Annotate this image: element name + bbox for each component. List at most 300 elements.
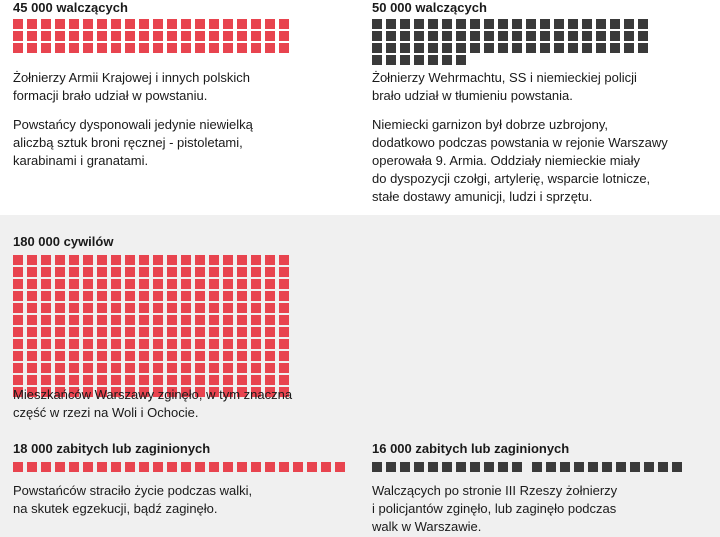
- waffle-square: [181, 462, 191, 472]
- waffle-square: [526, 31, 536, 41]
- waffle-square: [386, 43, 396, 53]
- waffle-square: [27, 339, 37, 349]
- waffle-square: [97, 327, 107, 337]
- waffle-square: [83, 19, 93, 29]
- waffle-square: [237, 351, 247, 361]
- waffle-square: [111, 255, 121, 265]
- waffle-square: [13, 351, 23, 361]
- waffle-square: [223, 462, 233, 472]
- waffle-square: [372, 31, 382, 41]
- waffle-square: [153, 255, 163, 265]
- waffle-square: [167, 327, 177, 337]
- waffle-square: [400, 462, 410, 472]
- waffle-square: [209, 363, 219, 373]
- waffle-square: [372, 19, 382, 29]
- waffle-square: [97, 255, 107, 265]
- waffle-square: [470, 19, 480, 29]
- german-fighters-description: [372, 69, 637, 105]
- waffle-square: [69, 462, 79, 472]
- waffle-square: [41, 327, 51, 337]
- waffle-square: [111, 19, 121, 29]
- german-fighters-note: [372, 116, 668, 206]
- waffle-square: [428, 31, 438, 41]
- waffle-square: [13, 363, 23, 373]
- polish-fighters-description: [13, 69, 250, 105]
- waffle-square: [624, 31, 634, 41]
- waffle-square: [638, 19, 648, 29]
- waffle-square: [498, 31, 508, 41]
- waffle-square: [195, 31, 205, 41]
- waffle-square: [237, 363, 247, 373]
- waffle-square: [237, 279, 247, 289]
- waffle-square: [83, 255, 93, 265]
- waffle-square: [223, 327, 233, 337]
- waffle-square: [442, 19, 452, 29]
- waffle-square: [55, 363, 65, 373]
- waffle-square: [532, 462, 542, 472]
- waffle-square: [209, 327, 219, 337]
- waffle-square: [13, 279, 23, 289]
- waffle-square: [251, 327, 261, 337]
- waffle-square: [111, 291, 121, 301]
- waffle-square: [125, 315, 135, 325]
- waffle-square: [554, 43, 564, 53]
- waffle-square: [251, 303, 261, 313]
- waffle-square: [195, 363, 205, 373]
- waffle-square: [209, 462, 219, 472]
- waffle-square: [596, 19, 606, 29]
- waffle-square: [195, 315, 205, 325]
- waffle-square: [41, 351, 51, 361]
- waffle-square: [83, 279, 93, 289]
- waffle-square: [69, 279, 79, 289]
- waffle-square: [414, 31, 424, 41]
- waffle-square: [526, 43, 536, 53]
- polish-fighters-note: [13, 116, 253, 170]
- waffle-square: [610, 19, 620, 29]
- waffle-square: [265, 255, 275, 265]
- waffle-square: [97, 363, 107, 373]
- waffle-square: [265, 31, 275, 41]
- waffle-square: [223, 303, 233, 313]
- waffle-square: [139, 255, 149, 265]
- waffle-square: [125, 375, 135, 385]
- waffle-square: [456, 55, 466, 65]
- waffle-square: [414, 462, 424, 472]
- waffle-square: [321, 462, 331, 472]
- waffle-square: [139, 315, 149, 325]
- waffle-square: [209, 43, 219, 53]
- waffle-square: [644, 462, 654, 472]
- waffle-square: [237, 375, 247, 385]
- waffle-square: [13, 19, 23, 29]
- waffle-square: [41, 462, 51, 472]
- waffle-square: [456, 462, 466, 472]
- waffle-square: [265, 363, 275, 373]
- waffle-square: [470, 43, 480, 53]
- description-line: formacji brało udział w powstaniu.: [13, 88, 208, 103]
- waffle-square: [153, 363, 163, 373]
- waffle-square: [97, 339, 107, 349]
- waffle-square: [596, 43, 606, 53]
- waffle-square: [41, 267, 51, 277]
- waffle-square: [540, 19, 550, 29]
- waffle-square: [568, 19, 578, 29]
- waffle-square: [602, 462, 612, 472]
- waffle-square: [181, 291, 191, 301]
- waffle-square: [181, 31, 191, 41]
- waffle-square: [13, 291, 23, 301]
- waffle-square: [27, 327, 37, 337]
- waffle-square: [265, 43, 275, 53]
- waffle-square: [237, 255, 247, 265]
- waffle-square: [456, 31, 466, 41]
- waffle-square: [83, 43, 93, 53]
- waffle-square: [55, 351, 65, 361]
- waffle-square: [167, 351, 177, 361]
- waffle-square: [69, 31, 79, 41]
- waffle-square: [484, 31, 494, 41]
- waffle-square: [111, 315, 121, 325]
- waffle-square: [153, 303, 163, 313]
- waffle-square: [195, 279, 205, 289]
- waffle-square: [111, 279, 121, 289]
- waffle-square: [265, 279, 275, 289]
- waffle-square: [223, 363, 233, 373]
- waffle-square: [55, 339, 65, 349]
- waffle-square: [223, 19, 233, 29]
- waffle-square: [251, 375, 261, 385]
- waffle-square: [512, 19, 522, 29]
- waffle-square: [658, 462, 668, 472]
- waffle-square: [181, 375, 191, 385]
- waffle-square: [400, 43, 410, 53]
- waffle-square: [69, 339, 79, 349]
- waffle-square: [442, 462, 452, 472]
- waffle-square: [27, 462, 37, 472]
- description-line: część w rzezi na Woli i Ochocie.: [13, 405, 199, 420]
- waffle-square: [55, 375, 65, 385]
- waffle-square: [307, 462, 317, 472]
- waffle-square: [83, 327, 93, 337]
- waffle-square: [195, 291, 205, 301]
- waffle-square: [153, 462, 163, 472]
- waffle-square: [181, 351, 191, 361]
- waffle-square: [153, 351, 163, 361]
- waffle-square: [386, 55, 396, 65]
- waffle-square: [139, 43, 149, 53]
- polish-losses-description: [13, 482, 252, 518]
- waffle-square: [223, 267, 233, 277]
- description-line: brało udział w tłumieniu powstania.: [372, 88, 573, 103]
- waffle-square: [111, 363, 121, 373]
- waffle-square: [195, 255, 205, 265]
- civilians-description: [13, 386, 292, 422]
- waffle-square: [237, 291, 247, 301]
- polish-losses-heading: 18 000 zabitych lub zaginionych: [13, 441, 211, 456]
- waffle-square: [400, 19, 410, 29]
- waffle-square: [13, 327, 23, 337]
- waffle-square: [139, 31, 149, 41]
- waffle-square: [484, 43, 494, 53]
- waffle-square: [265, 375, 275, 385]
- waffle-square: [265, 327, 275, 337]
- waffle-square: [568, 31, 578, 41]
- waffle-square: [209, 303, 219, 313]
- waffle-square: [209, 279, 219, 289]
- waffle-square: [83, 315, 93, 325]
- waffle-square: [181, 255, 191, 265]
- waffle-square: [265, 303, 275, 313]
- waffle-square: [153, 19, 163, 29]
- waffle-square: [153, 339, 163, 349]
- waffle-square: [279, 291, 289, 301]
- waffle-square: [13, 255, 23, 265]
- waffle-square: [69, 267, 79, 277]
- waffle-square: [237, 462, 247, 472]
- waffle-square: [41, 255, 51, 265]
- waffle-square: [27, 31, 37, 41]
- waffle-square: [125, 31, 135, 41]
- waffle-square: [251, 19, 261, 29]
- waffle-square: [41, 291, 51, 301]
- waffle-square: [167, 255, 177, 265]
- waffle-square: [279, 462, 289, 472]
- waffle-square: [167, 339, 177, 349]
- waffle-square: [111, 462, 121, 472]
- waffle-square: [181, 339, 191, 349]
- waffle-square: [41, 279, 51, 289]
- waffle-square: [265, 462, 275, 472]
- waffle-square: [428, 19, 438, 29]
- waffle-square: [470, 462, 480, 472]
- waffle-square: [237, 339, 247, 349]
- description-line: Powstańców straciło życie podczas walki,: [13, 483, 253, 498]
- waffle-square: [153, 279, 163, 289]
- waffle-square: [167, 43, 177, 53]
- waffle-square: [237, 315, 247, 325]
- waffle-square: [27, 363, 37, 373]
- waffle-square: [69, 303, 79, 313]
- waffle-square: [428, 462, 438, 472]
- description-line: Walczących po stronie III Rzeszy żołnierzy: [372, 483, 618, 498]
- waffle-square: [55, 462, 65, 472]
- waffle-square: [400, 55, 410, 65]
- waffle-square: [27, 43, 37, 53]
- waffle-square: [97, 267, 107, 277]
- waffle-square: [125, 339, 135, 349]
- waffle-square: [111, 327, 121, 337]
- waffle-square: [97, 19, 107, 29]
- waffle-square: [125, 255, 135, 265]
- waffle-square: [554, 31, 564, 41]
- waffle-square: [386, 31, 396, 41]
- waffle-square: [69, 351, 79, 361]
- waffle-square: [139, 351, 149, 361]
- waffle-square: [167, 375, 177, 385]
- waffle-square: [195, 303, 205, 313]
- waffle-square: [125, 291, 135, 301]
- waffle-square: [69, 19, 79, 29]
- waffle-square: [167, 315, 177, 325]
- waffle-square: [69, 255, 79, 265]
- waffle-square: [223, 339, 233, 349]
- waffle-square: [13, 267, 23, 277]
- waffle-square: [400, 31, 410, 41]
- waffle-square: [13, 339, 23, 349]
- note-line: Niemiecki garnizon był dobrze uzbrojony,: [372, 117, 609, 132]
- waffle-square: [153, 31, 163, 41]
- waffle-square: [209, 255, 219, 265]
- waffle-square: [414, 19, 424, 29]
- waffle-square: [55, 315, 65, 325]
- waffle-square: [372, 55, 382, 65]
- waffle-square: [167, 279, 177, 289]
- waffle-square: [414, 43, 424, 53]
- waffle-square: [41, 303, 51, 313]
- waffle-square: [498, 19, 508, 29]
- waffle-square: [251, 351, 261, 361]
- waffle-square: [237, 267, 247, 277]
- waffle-square: [111, 339, 121, 349]
- waffle-square: [83, 267, 93, 277]
- waffle-square: [55, 255, 65, 265]
- waffle-square: [139, 279, 149, 289]
- waffle-square: [97, 351, 107, 361]
- waffle-square: [195, 43, 205, 53]
- waffle-square: [279, 255, 289, 265]
- waffle-square: [582, 19, 592, 29]
- waffle-square: [540, 31, 550, 41]
- waffle-square: [568, 43, 578, 53]
- waffle-square: [55, 31, 65, 41]
- waffle-square: [251, 363, 261, 373]
- waffle-square: [414, 55, 424, 65]
- description-line: Mieszkańców Warszawy zginęło, w tym znaczna: [13, 387, 293, 402]
- waffle-square: [27, 267, 37, 277]
- waffle-square: [237, 303, 247, 313]
- waffle-square: [27, 19, 37, 29]
- waffle-square: [251, 339, 261, 349]
- waffle-square: [125, 19, 135, 29]
- waffle-square: [195, 375, 205, 385]
- note-line: dodatkowo podczas powstania w rejonie Warszawy: [372, 135, 668, 150]
- note-line: Powstańcy dysponowali jedynie niewielką: [13, 117, 253, 132]
- waffle-square: [279, 363, 289, 373]
- waffle-square: [588, 462, 598, 472]
- waffle-square: [27, 255, 37, 265]
- waffle-square: [83, 363, 93, 373]
- waffle-square: [335, 462, 345, 472]
- waffle-square: [181, 363, 191, 373]
- waffle-square: [167, 303, 177, 313]
- waffle-square: [41, 363, 51, 373]
- waffle-square: [638, 43, 648, 53]
- waffle-square: [139, 327, 149, 337]
- waffle-square: [181, 315, 191, 325]
- waffle-square: [251, 279, 261, 289]
- waffle-square: [97, 375, 107, 385]
- waffle-square: [181, 327, 191, 337]
- civilians-heading: 180 000 cywilów: [13, 234, 114, 249]
- waffle-square: [456, 43, 466, 53]
- waffle-square: [582, 31, 592, 41]
- waffle-square: [13, 31, 23, 41]
- waffle-square: [195, 339, 205, 349]
- polish-fighters-heading: 45 000 walczących: [13, 0, 128, 15]
- waffle-square: [428, 43, 438, 53]
- waffle-square: [279, 315, 289, 325]
- waffle-square: [237, 327, 247, 337]
- waffle-square: [279, 375, 289, 385]
- waffle-square: [41, 31, 51, 41]
- waffle-square: [139, 363, 149, 373]
- waffle-square: [498, 462, 508, 472]
- note-line: do dyspozycji czołgi, artylerię, wsparcie lotnicze,: [372, 171, 651, 186]
- waffle-square: [55, 267, 65, 277]
- waffle-square: [554, 19, 564, 29]
- german-fighters-heading: 50 000 walczących: [372, 0, 487, 15]
- waffle-square: [265, 315, 275, 325]
- waffle-square: [167, 291, 177, 301]
- waffle-square: [293, 462, 303, 472]
- waffle-square: [41, 19, 51, 29]
- waffle-square: [546, 462, 556, 472]
- note-line: aliczbą sztuk broni ręcznej - pistoletami,: [13, 135, 243, 150]
- waffle-square: [209, 339, 219, 349]
- waffle-square: [279, 31, 289, 41]
- waffle-square: [55, 291, 65, 301]
- waffle-square: [251, 315, 261, 325]
- waffle-square: [111, 351, 121, 361]
- waffle-square: [610, 31, 620, 41]
- waffle-square: [265, 351, 275, 361]
- waffle-square: [195, 351, 205, 361]
- waffle-square: [223, 279, 233, 289]
- waffle-square: [55, 43, 65, 53]
- waffle-square: [125, 43, 135, 53]
- waffle-square: [83, 339, 93, 349]
- waffle-square: [251, 291, 261, 301]
- waffle-square: [139, 375, 149, 385]
- waffle-square: [512, 462, 522, 472]
- waffle-square: [181, 303, 191, 313]
- waffle-square: [27, 303, 37, 313]
- waffle-square: [223, 375, 233, 385]
- waffle-square: [484, 462, 494, 472]
- waffle-square: [13, 375, 23, 385]
- waffle-square: [153, 375, 163, 385]
- waffle-square: [237, 43, 247, 53]
- waffle-square: [111, 303, 121, 313]
- waffle-square: [265, 291, 275, 301]
- waffle-square: [139, 303, 149, 313]
- waffle-square: [386, 462, 396, 472]
- waffle-square: [55, 19, 65, 29]
- waffle-square: [251, 255, 261, 265]
- waffle-square: [27, 291, 37, 301]
- waffle-square: [195, 327, 205, 337]
- waffle-square: [139, 339, 149, 349]
- waffle-square: [13, 43, 23, 53]
- waffle-square: [582, 43, 592, 53]
- waffle-square: [125, 462, 135, 472]
- waffle-square: [616, 462, 626, 472]
- waffle-square: [69, 291, 79, 301]
- waffle-square: [498, 43, 508, 53]
- waffle-square: [181, 19, 191, 29]
- waffle-square: [83, 31, 93, 41]
